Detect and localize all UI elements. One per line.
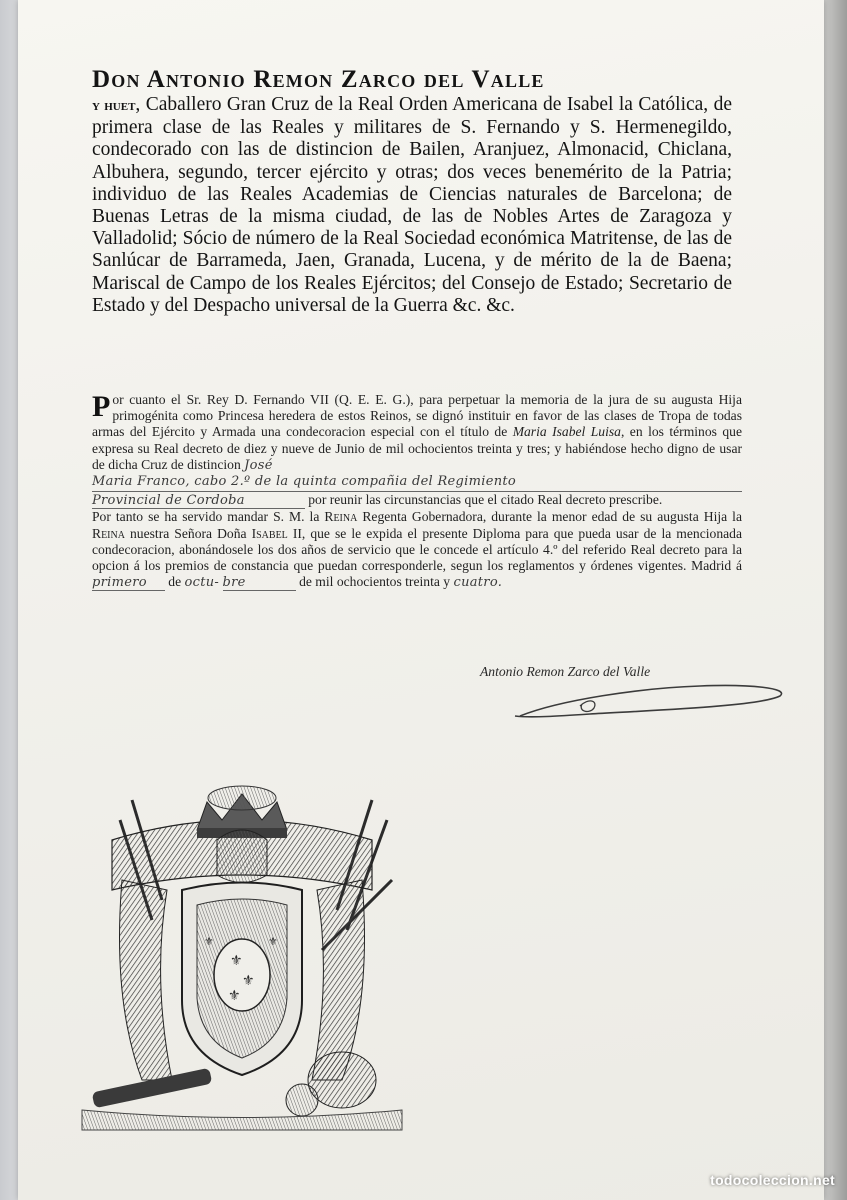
p2-text-b: Regenta Gobernadora, durante la menor edad de su augusta Hija la xyxy=(362,509,742,525)
p2-isabel: Isabel II xyxy=(251,525,302,541)
p1-text-a: or cuanto el Sr. Rey D. Fernando VII (Q. E. E. G.), para perpetuar la memoria de la jura de su augusta Hija primogénita como Princesa heredera de estos Reinos, se dignó instituir en favor de las clases de Tropa de todas armas del Ejército y Armada una condecoracion especial con el título de xyxy=(92,392,742,440)
heading-name: Don Antonio Remon Zarco del Valle xyxy=(92,66,545,93)
heading-titles: , Caballero Gran Cruz de la Real Orden Americana de Isabel la Católica, de primera clase de las Reales y militares de S. Fernando y S. Hermenegildo, condecorado con las de distincion de Bailen, Aranjuez, Almonacid, Chiclana, Albuhera, segundo, tercer ejército y otras; dos veces benemérito de la Patria; individuo de las Reales Academias de Ciencias naturales de Barcelona; de Buenas Letras de la misma ciudad, de las de Nobles Artes de Zaragoza y Valladolid; Sócio de número de la Real Sociedad económica Matritense, de las de Sanlúcar de Barrameda, Jaen, Granada, Lucena, y de mérito de la de Baena; Mariscal de Campo de los Reales Ejércitos; del Consejo de Estado; Secretario de Estado y del Despacho universal de la Guerra &c. &c. xyxy=(92,94,732,316)
handwritten-day: primero xyxy=(92,575,165,591)
handwritten-month-2: bre xyxy=(223,575,296,591)
order-name: Maria Isabel Luisa xyxy=(512,424,621,440)
heading-name-continued: y huet xyxy=(92,98,136,114)
diploma-body xyxy=(92,392,742,591)
royal-coat-of-arms-engraving xyxy=(72,780,412,1140)
handwritten-name-3: Provincial de Cordoba xyxy=(92,493,305,509)
p2-text-c: nuestra Señora Doña xyxy=(130,525,247,541)
svg-text:⚜: ⚜ xyxy=(242,973,255,989)
printed-signature: Antonio Remon Zarco del Valle xyxy=(480,664,651,679)
p2-text-a: Por tanto se ha servido mandar S. M. la xyxy=(92,509,320,525)
p2-text-e: de xyxy=(168,574,182,590)
signature-flourish xyxy=(470,670,800,730)
p2-reina-2: Reina xyxy=(92,525,125,541)
p2-reina: Reina xyxy=(324,509,358,525)
p2-text-f: de mil ochocientos treinta y xyxy=(299,574,451,590)
svg-text:⚜: ⚜ xyxy=(228,988,241,1004)
p1-text-b: , en los términos que expresa su Real decreto de diez y nueve de Junio de mil ochocientos treinta y tres; y habiéndose hecho digno de usar de dicha Cruz de distincion xyxy=(92,424,742,472)
document-heading xyxy=(92,66,732,317)
p2-text-d: , que se le expida el presente Diploma para que pueda usar de la mencionada condecoracion, abonándosele los dos años de servicio que le concede el artículo 4.º del referido Real decreto para la opcion á los premios de constancia que puedan corresponderle, segun los reglamentos y órdenes vigentes. Madrid á xyxy=(92,525,742,574)
paragraph-1 xyxy=(92,392,742,509)
watermark: todocoleccion.net xyxy=(710,1172,835,1188)
handwritten-name-2: Maria Franco, cabo 2.º de la quinta compañia del Regimiento xyxy=(92,474,742,492)
svg-text:⚜: ⚜ xyxy=(204,935,214,948)
paragraph-2 xyxy=(92,509,742,591)
handwritten-month: octu- xyxy=(184,575,220,591)
handwritten-name-1: José xyxy=(244,457,273,473)
svg-text:⚜: ⚜ xyxy=(230,953,243,969)
handwritten-year: cuatro. xyxy=(453,575,503,591)
svg-text:⚜: ⚜ xyxy=(268,935,278,948)
drop-cap: P xyxy=(92,390,111,423)
p1-text-c: por reunir las circunstancias que el citado Real decreto prescribe. xyxy=(308,492,663,508)
